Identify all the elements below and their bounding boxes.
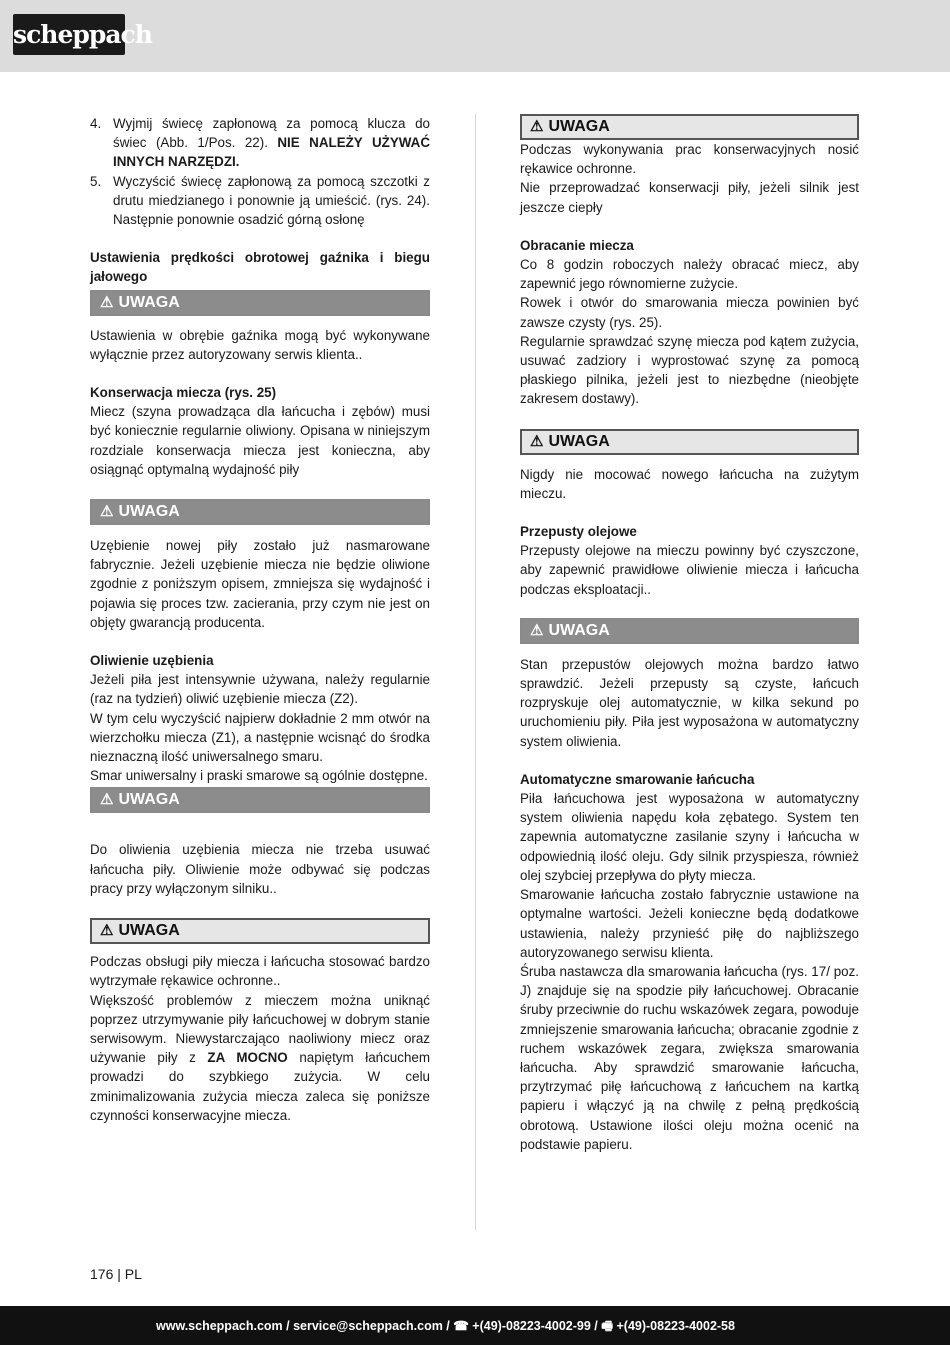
page-header (0, 0, 950, 72)
step-text: Wyczyścić świecę zapłonową za pomocą szczotki z drutu miedzianego i ponownie ją umieścić. (rys. 24). Następnie ponownie osadzić górną osłonę (113, 173, 430, 228)
step-bold-warning: NIE NALEŻY UŻYWAĆ INNYCH NARZĘDZI. (113, 135, 430, 170)
warning-triangle-icon: ⚠ (530, 118, 544, 135)
paragraph: Jeżeli piła jest intensywnie używana, należy regularnie (raz na tydzień) oliwić uzębienie miecza (Z2). (90, 672, 430, 707)
warning-box (90, 499, 430, 525)
list-item (90, 114, 430, 172)
page-number: 176 | PL (90, 1266, 142, 1282)
section-heading: Obracanie miecza (520, 237, 634, 253)
warning-label: UWAGA (548, 118, 610, 135)
paragraph: Piła łańcuchowa jest wyposażona w automatyczny system oliwienia napędu koła zębatego. System ten zapewnia automatyczne zasilanie szyny i łańcucha w odpowiednią ilość oleju. Gdy silnik przyspiesza, również olej szybciej przepływa do płyty miecza. (520, 791, 859, 883)
paragraph: Rowek i otwór do smarowania miecza powinien być zawsze czysty (rys. 25). (520, 295, 859, 330)
paragraph: Ustawienia w obrębie gaźnika mogą być wykonywane wyłącznie przez autoryzowany serwis klienta.. (90, 327, 430, 362)
right-column (520, 114, 859, 1154)
warning-label: UWAGA (548, 432, 610, 450)
paragraph: Miecz (szyna prowadząca dla łańcucha i zębów) musi być koniecznie regularnie oliwiony. Opisana w niniejszym rozdziale konserwacja miecza jest konieczna, aby osiągnąć optymalną wydajność piły (90, 404, 430, 477)
left-column (90, 114, 430, 1125)
paragraph (90, 991, 430, 1125)
warning-triangle-icon: ⚠ (530, 432, 544, 450)
warning-triangle-icon: ⚠ (530, 621, 544, 639)
warning-triangle-icon: ⚠ (100, 791, 114, 809)
section-heading: Oliwienie uzębienia (90, 653, 214, 669)
warning-triangle-icon: ⚠ (100, 922, 114, 940)
warning-label: UWAGA (118, 503, 180, 521)
warning-box (520, 618, 859, 644)
list-item (90, 172, 430, 230)
list-number: 4. (90, 116, 102, 131)
step-text: Wyjmij świecę zapłonową za pomocą klucza do świec (Abb. 1/Pos. 22). (113, 116, 430, 151)
warning-box (90, 290, 430, 316)
paragraph: Przepusty olejowe na mieczu powinny być czyszczone, aby zapewnić prawidłowe oliwienie miecza i łańcucha podczas eksploatacji.. (520, 543, 859, 597)
warning-box (90, 918, 430, 944)
section-heading: Konserwacja miecza (rys. 25) (90, 385, 277, 401)
bold-text: ZA MOCNO (207, 1050, 288, 1066)
warning-label: UWAGA (118, 293, 180, 311)
paragraph: Smar uniwersalny i praski smarowe są ogólnie dostępne. (90, 768, 428, 784)
paragraph: Nigdy nie mocować nowego łańcucha na zużytym mieczu. (520, 466, 859, 501)
list-number: 5. (90, 173, 102, 189)
warning-label: UWAGA (548, 621, 610, 639)
section-heading: Przepusty olejowe (520, 524, 637, 540)
steps-list (90, 114, 430, 229)
column-divider (475, 114, 476, 1230)
paragraph: Uzębienie nowej piły zostało już nasmarowane fabrycznie. Jeżeli uzębienie miecza nie będzie oliwione zgodnie z poniższym opisem, zmniejsza się wydajność i pojawia się proces tzw. zacierania, przy czym nie jest on objęty gwarancją producenta. (90, 538, 430, 630)
paragraph: Podczas obsługi piły miecza i łańcucha stosować bardzo wytrzymałe rękawice ochronne.. (90, 954, 430, 989)
paragraph: Smarowanie łańcucha zostało fabrycznie ustawione na optymalne wartości. Jeżeli konieczne będą dodatkowe ustawienia, należy przynieść piłę do najbliższego autoryzowanego serwisu klienta. (520, 887, 859, 960)
warning-triangle-icon: ⚠ (100, 293, 114, 311)
paragraph: Stan przepustów olejowych można bardzo łatwo sprawdzić. Jeżeli przepusty są czyste, łańcuch rozpryskuje olej automatycznie, w kilka sekund po uruchomieniu piły. Piła jest wyposażona w automatyczny system oliwienia. (520, 656, 859, 749)
paragraph: Co 8 godzin roboczych należy obracać miecz, aby zapewnić jego równomierne zużycie. (520, 257, 859, 292)
warning-triangle-icon: ⚠ (100, 503, 114, 521)
warning-box (90, 787, 430, 813)
warning-label: UWAGA (118, 791, 180, 809)
contact-info: www.scheppach.com / service@scheppach.com / ☎ +(49)-08223-4002-99 / 🖷 +(49)-08223-4002-58 (156, 1319, 735, 1333)
warning-label: UWAGA (118, 922, 180, 940)
warning-box (520, 429, 859, 455)
paragraph: Do oliwienia uzębienia miecza nie trzeba usuwać łańcucha piły. Oliwienie może odbywać się podczas pracy przy wyłączonym silniku.. (90, 842, 430, 896)
paragraph: Nie przeprowadzać konserwacji piły, jeżeli silnik jest jeszcze ciepły (520, 180, 859, 215)
paragraph: Śruba nastawcza dla smarowania łańcucha (rys. 17/ poz. J) znajduje się na spodzie piły łańcuchowej. Obracanie śruby przeciwnie do ruchu wskazówek zegara, powoduje zmniejszenie smarowania łańcucha; obracanie zgodnie z ruchem wskazówek zegara, zwiększa smarowania łańcucha. Aby sprawdzić smarowanie łańcucha, przytrzymać piłę łańcuchową z łańcuchem na kartką papieru i włączyć ją na chwilę z pełną prędkością obrotową. Ustawione ilości oleju można ocenić na podstawie papieru. (520, 963, 859, 1152)
section-heading: Ustawienia prędkości obrotowej gaźnika i biegu jałowego (90, 250, 430, 285)
text-span: napiętym łańcuchem prowadzi do szybkiego zużycia. W celu zminimalizowania zużycia miecza zaleca się poniższe czynności konserwacyjne miecza. (90, 1050, 430, 1123)
paragraph: Regularnie sprawdzać szynę miecza pod kątem zużycia, usuwać zadziory i wyprostować szynę za pomocą płaskiego pilnika, jeżeli jest to niezbędne (nieobjęte zakresem dostawy). (520, 333, 859, 407)
text-span: Większość problemów z mieczem można uniknąć poprzez utrzymywanie piły łańcuchowej w dobrym stanie serwisowym. Niewystarczająco naoliwiony miecz oraz używanie piły z (90, 992, 430, 1066)
scheppach-logo: scheppach (13, 14, 125, 55)
paragraph: Podczas wykonywania prac konserwacyjnych nosić rękawice ochronne. (520, 142, 859, 177)
paragraph: W tym celu wyczyścić najpierw dokładnie 2 mm otwór na wierzchołku miecza (Z1), a następnie wcisnąć do środka nieznaczną ilość uniwersalnego smaru. (90, 710, 430, 765)
section-heading: Automatyczne smarowanie łańcucha (520, 771, 755, 787)
warning-box (520, 114, 859, 140)
